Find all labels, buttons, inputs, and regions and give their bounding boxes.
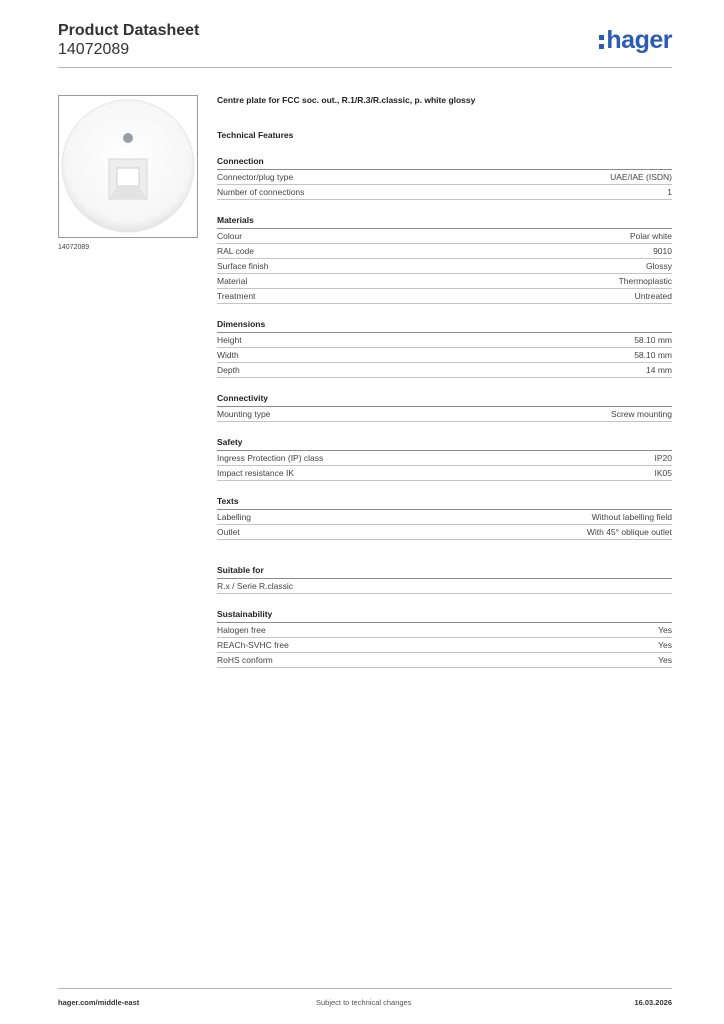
section-title: Connectivity: [217, 393, 672, 407]
row-value: Yes: [658, 640, 672, 650]
section-title: Connection: [217, 156, 672, 170]
product-image: [58, 95, 198, 238]
row-value: Untreated: [634, 291, 672, 301]
section-safety: [217, 437, 672, 481]
screw-hole-icon: [123, 133, 133, 143]
table-row: [217, 466, 672, 481]
logo-text: hager: [606, 26, 672, 54]
section-title: Dimensions: [217, 319, 672, 333]
table-row: [217, 170, 672, 185]
table-row: [217, 407, 672, 422]
section-title: Sustainability: [217, 609, 672, 623]
row-value: 1: [667, 187, 672, 197]
section-dimensions: [217, 319, 672, 378]
table-row: [217, 510, 672, 525]
footer-date: 16.03.2026: [634, 998, 672, 1007]
header-divider: [58, 67, 672, 68]
row-label: Material: [217, 276, 248, 286]
section-suitable-for: [217, 565, 672, 594]
section-connectivity: [217, 393, 672, 422]
section-title: Materials: [217, 215, 672, 229]
row-value: Polar white: [629, 231, 672, 241]
table-row: [217, 363, 672, 378]
table-row: [217, 274, 672, 289]
row-label: Halogen free: [217, 625, 266, 635]
section-texts: [217, 496, 672, 540]
table-row: [217, 623, 672, 638]
table-row: [217, 259, 672, 274]
section-materials: [217, 215, 672, 304]
centre-plate-illustration: [59, 96, 197, 237]
footer-divider: [58, 988, 672, 989]
row-label: RAL code: [217, 246, 255, 256]
logo-colon-mark: [599, 35, 604, 49]
footer-website-link[interactable]: hager.com/middle-east: [58, 998, 140, 1007]
table-row: [217, 229, 672, 244]
row-label: Ingress Protection (IP) class: [217, 453, 324, 463]
row-label: REACh-SVHC free: [217, 640, 289, 650]
row-value: IK05: [654, 468, 672, 478]
row-value: 58.10 mm: [634, 350, 672, 360]
row-value: 14 mm: [646, 365, 672, 375]
table-row: [217, 638, 672, 653]
hager-logo: [599, 27, 672, 53]
table-row: [217, 653, 672, 668]
row-label: Labelling: [217, 512, 252, 522]
row-value: With 45° oblique outlet: [586, 527, 672, 537]
row-label: Outlet: [217, 527, 240, 537]
section-title: Safety: [217, 437, 672, 451]
row-label: Number of connections: [217, 187, 305, 197]
row-label: Width: [217, 350, 239, 360]
row-label: Surface finish: [217, 261, 269, 271]
row-value: UAE/IAE (ISDN): [610, 172, 672, 182]
table-row: [217, 348, 672, 363]
datasheet-header: [58, 22, 199, 59]
row-label: Impact resistance IK: [217, 468, 295, 478]
row-value: 58.10 mm: [634, 335, 672, 345]
row-value: Yes: [658, 625, 672, 635]
section-title: Suitable for: [217, 565, 672, 579]
row-label: Depth: [217, 365, 240, 375]
row-value: Screw mounting: [611, 409, 672, 419]
table-row: [217, 185, 672, 200]
table-row: [217, 244, 672, 259]
table-row: [217, 525, 672, 540]
table-row: [217, 451, 672, 466]
table-row: [217, 333, 672, 348]
row-label: RoHS conform: [217, 655, 273, 665]
row-value: Without labelling field: [591, 512, 672, 522]
row-label: Colour: [217, 231, 243, 241]
row-label: Treatment: [217, 291, 256, 301]
row-value: IP20: [654, 453, 672, 463]
row-label: Height: [217, 335, 242, 345]
row-label: R.x / Serie R.classic: [217, 581, 294, 591]
row-value: Yes: [658, 655, 672, 665]
row-label: Connector/plug type: [217, 172, 294, 182]
page-title: Product Datasheet: [58, 22, 200, 39]
product-number: 14072089: [58, 41, 130, 58]
row-label: Mounting type: [217, 409, 271, 419]
section-sustainability: [217, 609, 672, 668]
row-value: Thermoplastic: [618, 276, 672, 286]
product-description: Centre plate for FCC soc. out., R.1/R.3/R.classic, p. white glossy: [217, 95, 476, 105]
table-row: [217, 579, 672, 594]
row-value: Glossy: [646, 261, 672, 271]
section-connection: [217, 156, 672, 200]
row-value: 9010: [653, 246, 672, 256]
technical-content: [217, 95, 672, 668]
image-caption: 14072089: [58, 244, 90, 251]
footer-notice: Subject to technical changes: [316, 998, 412, 1007]
table-row: [217, 289, 672, 304]
technical-features-title: Technical Features: [217, 130, 294, 140]
section-title: Texts: [217, 496, 672, 510]
